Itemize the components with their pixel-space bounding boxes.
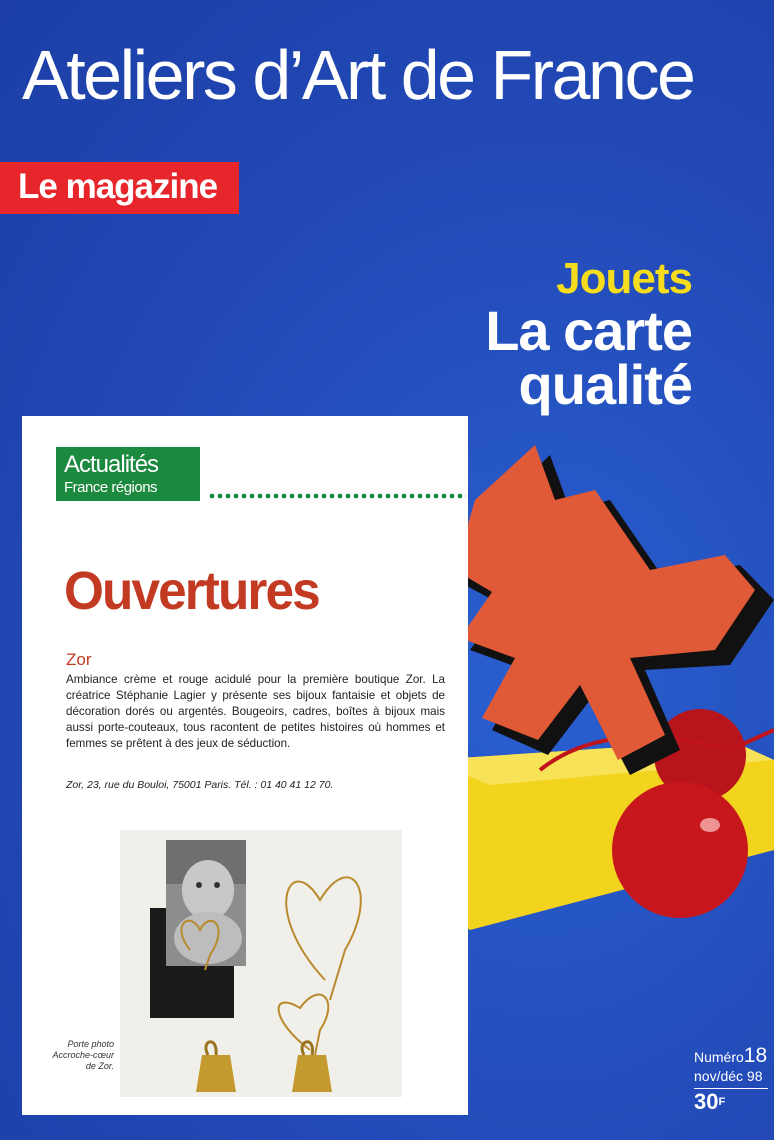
headline-line: La carte [485, 299, 692, 362]
dotted-rule [208, 492, 466, 500]
headline-kicker: Jouets [556, 254, 692, 303]
cover-headline [485, 299, 692, 416]
article-body: Ambiance crème et rouge acidulé pour la première boutique Zor. La créatrice Stéphanie Lagier y présente ses bijoux fantaisie et objets de décoration dorés ou argentés. Bougeoirs, cadres, boîtes à bijoux mais aussi porte-couteaux, tous racontent de petites histoires où hommes et femmes se prêtent à des jeux de séduction. [66, 673, 445, 750]
rubric-badge [56, 447, 200, 501]
price-unit: F [718, 1096, 726, 1108]
rubric-subtitle: France régions [64, 479, 158, 496]
caption-line: Accroche-cœur [52, 1050, 114, 1060]
issue-number-label: Numéro [694, 1049, 744, 1065]
caption-line: Porte photo [67, 1039, 114, 1049]
issue-number: 18 [743, 1044, 768, 1067]
issue-date: nov/déc 98 [694, 1067, 768, 1089]
headline-line: qualité [518, 353, 692, 416]
article-address: Zor, 23, rue du Bouloi, 75001 Paris. Tél. : 01 40 41 12 70. [66, 779, 334, 791]
section-title: Ouvertures [64, 561, 319, 621]
product-photo [120, 830, 402, 1097]
article-inset [22, 416, 468, 1115]
masthead-title: Ateliers d’Art de France [22, 36, 694, 114]
issue-price-line [694, 1089, 768, 1115]
issue-price: 30 [694, 1089, 719, 1114]
tagline-banner: Le magazine [0, 162, 239, 214]
article-heading: Zor [66, 650, 92, 669]
issue-info [694, 1046, 768, 1115]
caption-line: de Zor. [85, 1061, 114, 1071]
rubric-title: Actualités [64, 451, 159, 478]
issue-number-line [694, 1046, 768, 1067]
photo-caption [34, 1039, 114, 1072]
toy-dog-illustration [430, 430, 774, 930]
